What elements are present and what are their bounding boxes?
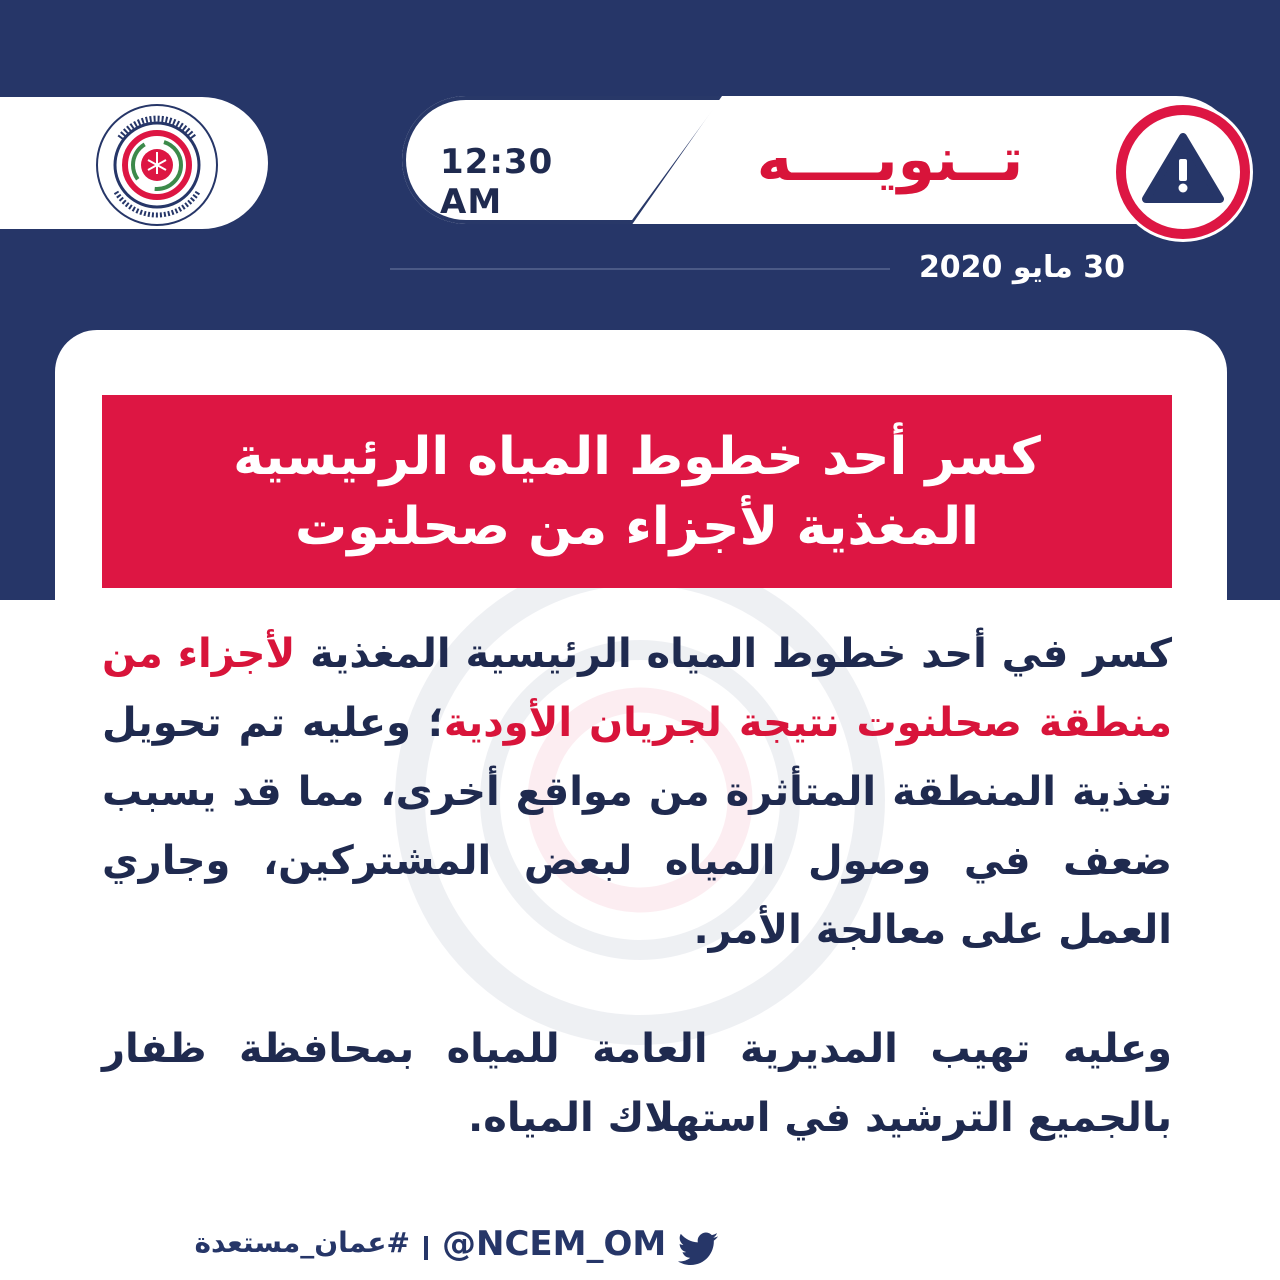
footer-separator: [424, 1236, 428, 1260]
para1-text-start: كسر في أحد خطوط المياه الرئيسية المغذية: [295, 631, 1173, 677]
hashtag[interactable]: #عمان_مستعدة: [194, 1226, 410, 1259]
headline-line-2: المغذية لأجزاء من صحلنوت: [295, 496, 979, 557]
body-paragraph-2: وعليه تهيب المديرية العامة للمياه بمحافظة ظفار بالجميع الترشيد في استهلاك المياه.: [102, 1026, 1172, 1141]
twitter-handle[interactable]: @NCEM_OM: [442, 1224, 667, 1264]
twitter-icon: [678, 1232, 718, 1266]
body-paragraph-1: [102, 620, 1172, 960]
time-label: 12:30 AM: [440, 142, 554, 222]
date-label: 30 مايو 2020: [918, 250, 1125, 285]
ncem-logo: [90, 100, 225, 230]
para1-highlight: لأجزاء من منطقة صحلنوت نتيجة لجريان الأودية: [102, 631, 1172, 746]
notice-title: تــنويــــه: [756, 125, 1024, 195]
headline-line-1: كسر أحد خطوط المياه الرئيسية: [233, 426, 1041, 487]
date-divider: [390, 268, 890, 270]
warning-icon: [1108, 97, 1258, 247]
para1-text-end: ؛ وعليه تم تحويل تغذية المنطقة المتأثرة من مواقع أخرى، مما قد يسبب ضعف في وصول المياه لبعض المشتركين، وجاري العمل على معالجة الأمر.: [102, 700, 1172, 953]
headline-banner: [102, 395, 1172, 588]
